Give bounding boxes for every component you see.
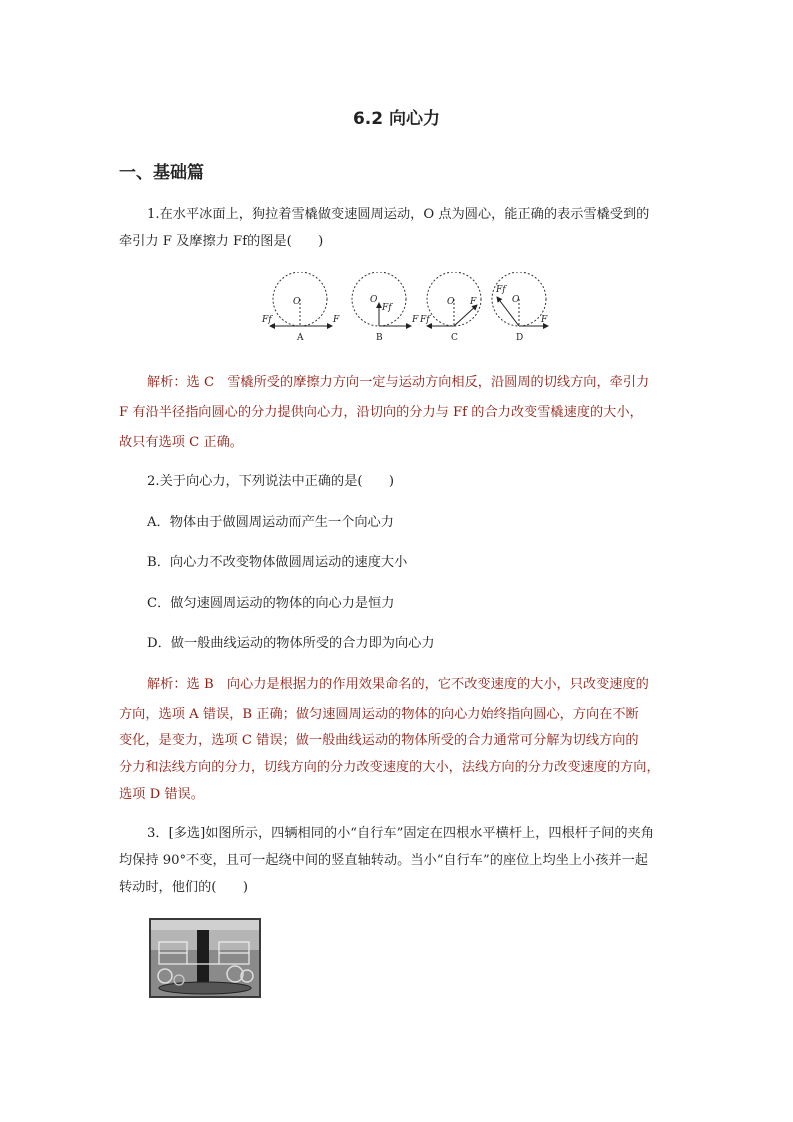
figure-d-f-label: F [541, 315, 548, 325]
q2-option-c: C．做匀速圆周运动的物体的向心力是恒力 [147, 596, 395, 611]
figure-label-c: C [451, 333, 458, 343]
q1-line-1: 1.在水平冰面上，狗拉着雪橇做变速圆周运动，O 点为圆心，能正确的表示雪橇受到的 [147, 207, 650, 222]
section-heading: 一、基础篇 [119, 163, 204, 183]
q3-line-3: 转动时，他们的( ) [119, 880, 248, 895]
page-title: 6.2 向心力 [352, 109, 441, 129]
a1-line-2: F 有沿半径指向圆心的分力提供向心力，沿切向的分力与 Ff 的合力改变雪橇速度的大小， [119, 405, 643, 420]
a2-line-3: 变化，是变力，选项 C 错误；做一般曲线运动的物体所受的合力通常可分解为切线方向的 [119, 733, 639, 748]
q2-option-b: B．向心力不改变物体做圆周运动的速度大小 [147, 555, 408, 570]
figure-c-f-label: F [470, 297, 477, 307]
figure-a-o-label: O [293, 297, 301, 307]
figure-label-a: A [297, 333, 304, 343]
a1-line-3: 故只有选项 C 正确。 [119, 435, 243, 450]
figure-label-b: B [376, 333, 383, 343]
figure-d-o-label: O [512, 295, 520, 305]
figure-label-d: D [516, 333, 524, 343]
figure-a-ff-label: Ff [262, 315, 272, 325]
figure-b-o-label: O [370, 295, 378, 305]
q2-stem: 2.关于向心力，下列说法中正确的是( ) [147, 474, 395, 489]
q3-line-2: 均保持 90°不变，且可一起绕中间的竖直轴转动。当小“自行车”的座位上均坐上小孩并一起 [119, 853, 648, 868]
a1-line-1: 解析：选 C 雪橇所受的摩擦力方向一定与运动方向相反，沿圆周的切线方向，牵引力 [147, 375, 650, 390]
q2-option-a: A．物体由于做圆周运动而产生一个向心力 [147, 515, 394, 530]
figure-b-f-label: F [412, 315, 419, 325]
a2-line-1: 解析：选 B 向心力是根据力的作用效果命名的，它不改变速度的大小，只改变速度的 [147, 677, 649, 692]
figure-c [419, 272, 481, 343]
figure-c-o-label: O [447, 297, 455, 307]
figure-c-ff-label: Ff [420, 315, 430, 325]
figure-b [352, 272, 419, 343]
a2-line-2: 方向，选项 A 错误，B 正确；做匀速圆周运动的物体的向心力始终指向圆心，方向在不断 [119, 707, 639, 722]
q3-photo [149, 918, 261, 998]
figure-d-ff-label: Ff [496, 285, 506, 295]
a2-line-5: 选项 D 错误。 [119, 787, 204, 802]
q3-line-1: 3．[多选]如图所示，四辆相同的小“自行车”固定在四根水平横杆上，四根杆子间的夹角 [147, 826, 654, 841]
figure-a-f-label: F [333, 315, 340, 325]
figure-a [262, 272, 340, 343]
q1-line-2: 牵引力 F 及摩擦力 Ff的图是( ) [119, 234, 324, 249]
figure-d [492, 272, 548, 343]
a2-line-4: 分力和法线方向的分力，切线方向的分力改变速度的大小，法线方向的分力改变速度的方向， [119, 760, 660, 775]
q1-figure [262, 272, 552, 344]
figure-b-ff-label: Ff [382, 303, 392, 313]
q2-option-d: D．做一般曲线运动的物体所受的合力即为向心力 [147, 636, 435, 651]
